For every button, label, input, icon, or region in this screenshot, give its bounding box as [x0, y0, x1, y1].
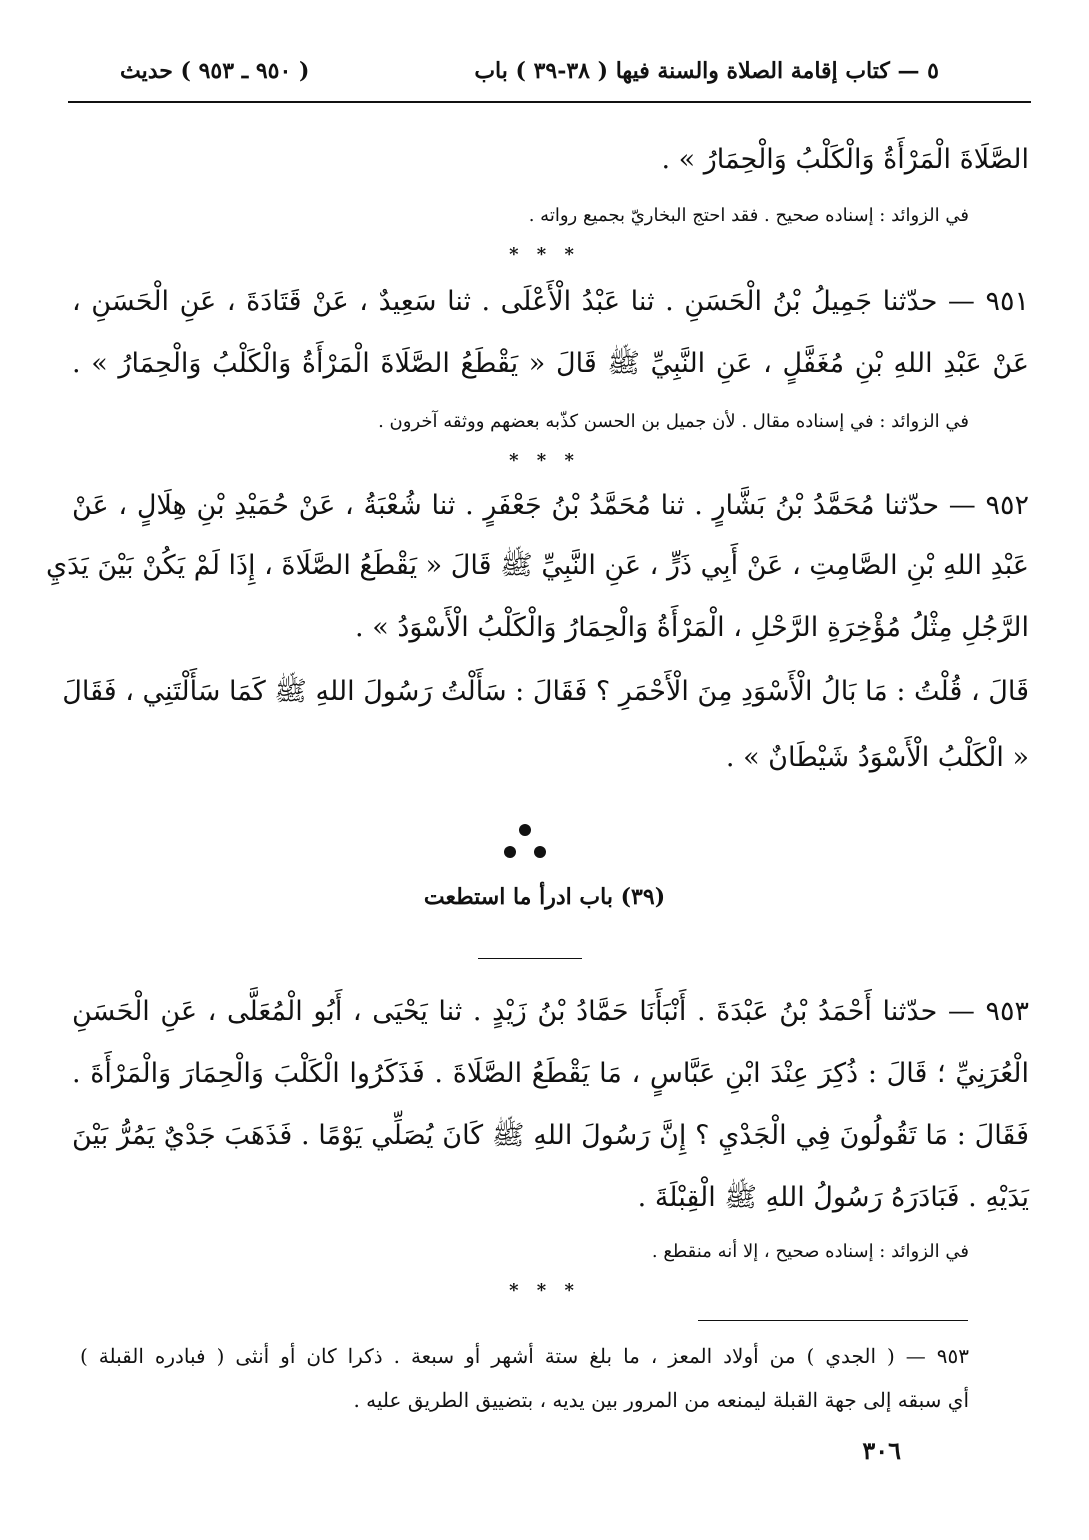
- chapter-title: (٣٩) باب ادرأ ما استطعت: [423, 884, 666, 910]
- hadith-951-line: ٩٥١ — حدّثنا جَمِيلُ بْنُ الْحَسَنِ . ثنا عَبْدُ الْأَعْلَى . ثنا سَعِيدٌ ، عَنْ قَتَادَةَ ، عَنِ الْحَسَنِ ،: [72, 286, 1029, 317]
- separator-stars: * * *: [509, 1280, 580, 1301]
- zawaid-note: في الزوائد : إسناده صحيح ، إلا أنه منقطع .: [651, 1241, 969, 1262]
- hadith-952-line: الرَّجُلِ مِثْلُ مُؤْخِرَةِ الرَّحْلِ ، الْمَرْأَةُ وَالْحِمَارُ وَالْكَلْبُ الْأَسْوَدُ » .: [355, 612, 1029, 643]
- hadith-952-line: قَالَ ، قُلْتُ : مَا بَالُ الْأَسْوَدِ مِنَ الْأَحْمَرِ ؟ فَقَالَ : سَأَلْتُ رَسُولَ اللهِ ﷺ كَمَا سَأَلْتَنِي ، فَقَالَ: [62, 676, 1029, 707]
- hadith-952-line: عَبْدِ اللهِ بْنِ الصَّامِتِ ، عَنْ أَبِي ذَرٍّ ، عَنِ النَّبِيِّ ﷺ قَالَ « يَقْطَعُ الصَّلَاةَ ، إِذَا لَمْ يَكُنْ بَيْنَ يَدَيِ: [45, 550, 1029, 581]
- footnote-rule: [698, 1320, 968, 1321]
- running-header: [120, 58, 939, 98]
- header-hadith-range: ( ٩٥٠ ـ ٩٥٣ ) حديث: [120, 58, 310, 84]
- hadith-952-line: « الْكَلْبُ الْأَسْوَدُ شَيْطَانٌ » .: [725, 742, 1029, 773]
- header-chapter: ٥ — كتاب إقامة الصلاة والسنة فيها ( ٣٨-٣٩ ) باب: [474, 58, 939, 84]
- zawaid-note: في الزوائد : إسناده صحيح . فقد احتج البخاريّ بجميع رواته .: [528, 205, 969, 226]
- hadith-953-line: ٩٥٣ — حدّثنا أَحْمَدُ بْنُ عَبْدَةَ . أَنْبَأَنَا حَمَّادُ بْنُ زَيْدٍ . ثنا يَحْيَى ، أَبُو الْمُعَلَّى ، عَنِ الْحَسَنِ: [72, 996, 1029, 1027]
- header-rule: [68, 101, 1031, 103]
- three-dot-ornament: [500, 822, 550, 862]
- hadith-953-line: فَقَالَ : مَا تَقُولُونَ فِي الْجَدْيِ ؟ إِنَّ رَسُولَ اللهِ ﷺ كَانَ يُصَلِّي يَوْمًا . فَذَهَبَ جَدْيٌ يَمُرُّ بَيْنَ: [72, 1120, 1029, 1151]
- page-number: ٣٠٦: [862, 1436, 901, 1465]
- title-rule: [478, 958, 582, 959]
- footnote-line: أي سبقه إلى جهة القبلة ليمنعه من المرور بين يديه ، بتضييق الطريق عليه .: [353, 1388, 969, 1412]
- text-line: الصَّلَاةَ الْمَرْأَةُ وَالْكَلْبُ وَالْحِمَارُ » .: [661, 144, 1029, 175]
- zawaid-note: في الزوائد : في إسناده مقال . لأن جميل بن الحسن كذّبه بعضهم ووثقه آخرون .: [378, 411, 969, 432]
- footnote-line: ٩٥٣ — ( الجدي ) من أولاد المعز ، ما بلغ ستة أشهر أو سبعة . ذكرا كان أو أنثى ( فبادره القبلة ): [80, 1344, 969, 1368]
- hadith-953-line: الْعُرَنِيِّ ؛ قَالَ : ذُكِرَ عِنْدَ ابْنِ عَبَّاسٍ ، مَا يَقْطَعُ الصَّلَاةَ . فَذَكَرُوا الْكَلْبَ وَالْحِمَارَ وَالْمَرْأَةَ .: [72, 1058, 1029, 1089]
- hadith-952-line: ٩٥٢ — حدّثنا مُحَمَّدُ بْنُ بَشَّارٍ . ثنا مُحَمَّدُ بْنُ جَعْفَرٍ . ثنا شُعْبَةُ ، عَنْ حُمَيْدِ بْنِ هِلَالٍ ، عَنْ: [72, 490, 1029, 521]
- separator-stars: * * *: [509, 244, 580, 265]
- hadith-951-line: عَنْ عَبْدِ اللهِ بْنِ مُغَفَّلٍ ، عَنِ النَّبِيِّ ﷺ قَالَ « يَقْطَعُ الصَّلَاةَ الْمَرْأَةُ وَالْكَلْبُ وَالْحِمَارُ » .: [72, 348, 1029, 379]
- separator-stars: * * *: [509, 450, 580, 471]
- hadith-953-line: يَدَيْهِ . فَبَادَرَهُ رَسُولُ اللهِ ﷺ الْقِبْلَةَ .: [637, 1182, 1029, 1213]
